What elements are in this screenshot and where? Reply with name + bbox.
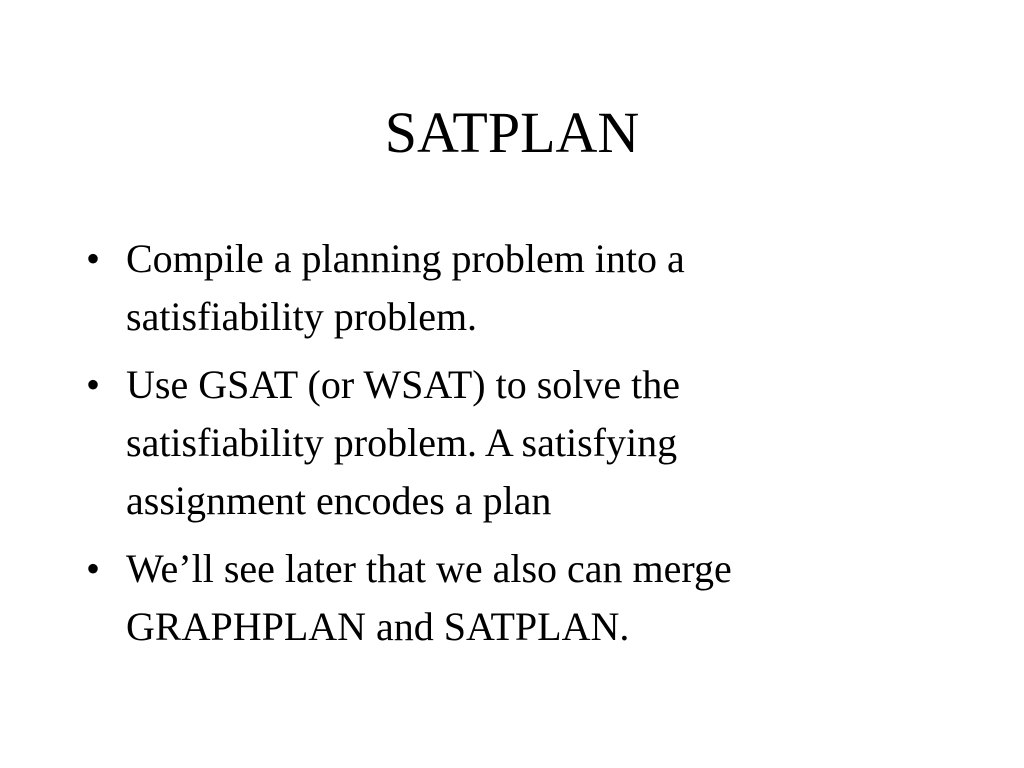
- bullet-item-3: [86, 540, 986, 656]
- bullet-1-line-2: satisfiability problem.: [126, 294, 478, 339]
- bullet-2-line-3: assignment encodes a plan: [126, 478, 552, 523]
- bullet-marker-icon: •: [86, 362, 101, 407]
- slide-title: SATPLAN: [384, 100, 640, 165]
- bullet-1-line-1: Compile a planning problem into a: [126, 236, 685, 281]
- bullet-2-line-1: Use GSAT (or WSAT) to solve the: [126, 362, 681, 407]
- bullet-3-line-2: GRAPHPLAN and SATPLAN.: [126, 604, 630, 649]
- bullet-list: [86, 230, 986, 666]
- bullet-marker-icon: •: [86, 546, 101, 591]
- bullet-item-1: [86, 230, 986, 346]
- bullet-2-line-2: satisfiability problem. A satisfying: [126, 420, 678, 465]
- bullet-3-line-1: We’ll see later that we also can merge: [126, 546, 732, 591]
- bullet-item-2: [86, 356, 986, 530]
- bullet-marker-icon: •: [86, 236, 101, 281]
